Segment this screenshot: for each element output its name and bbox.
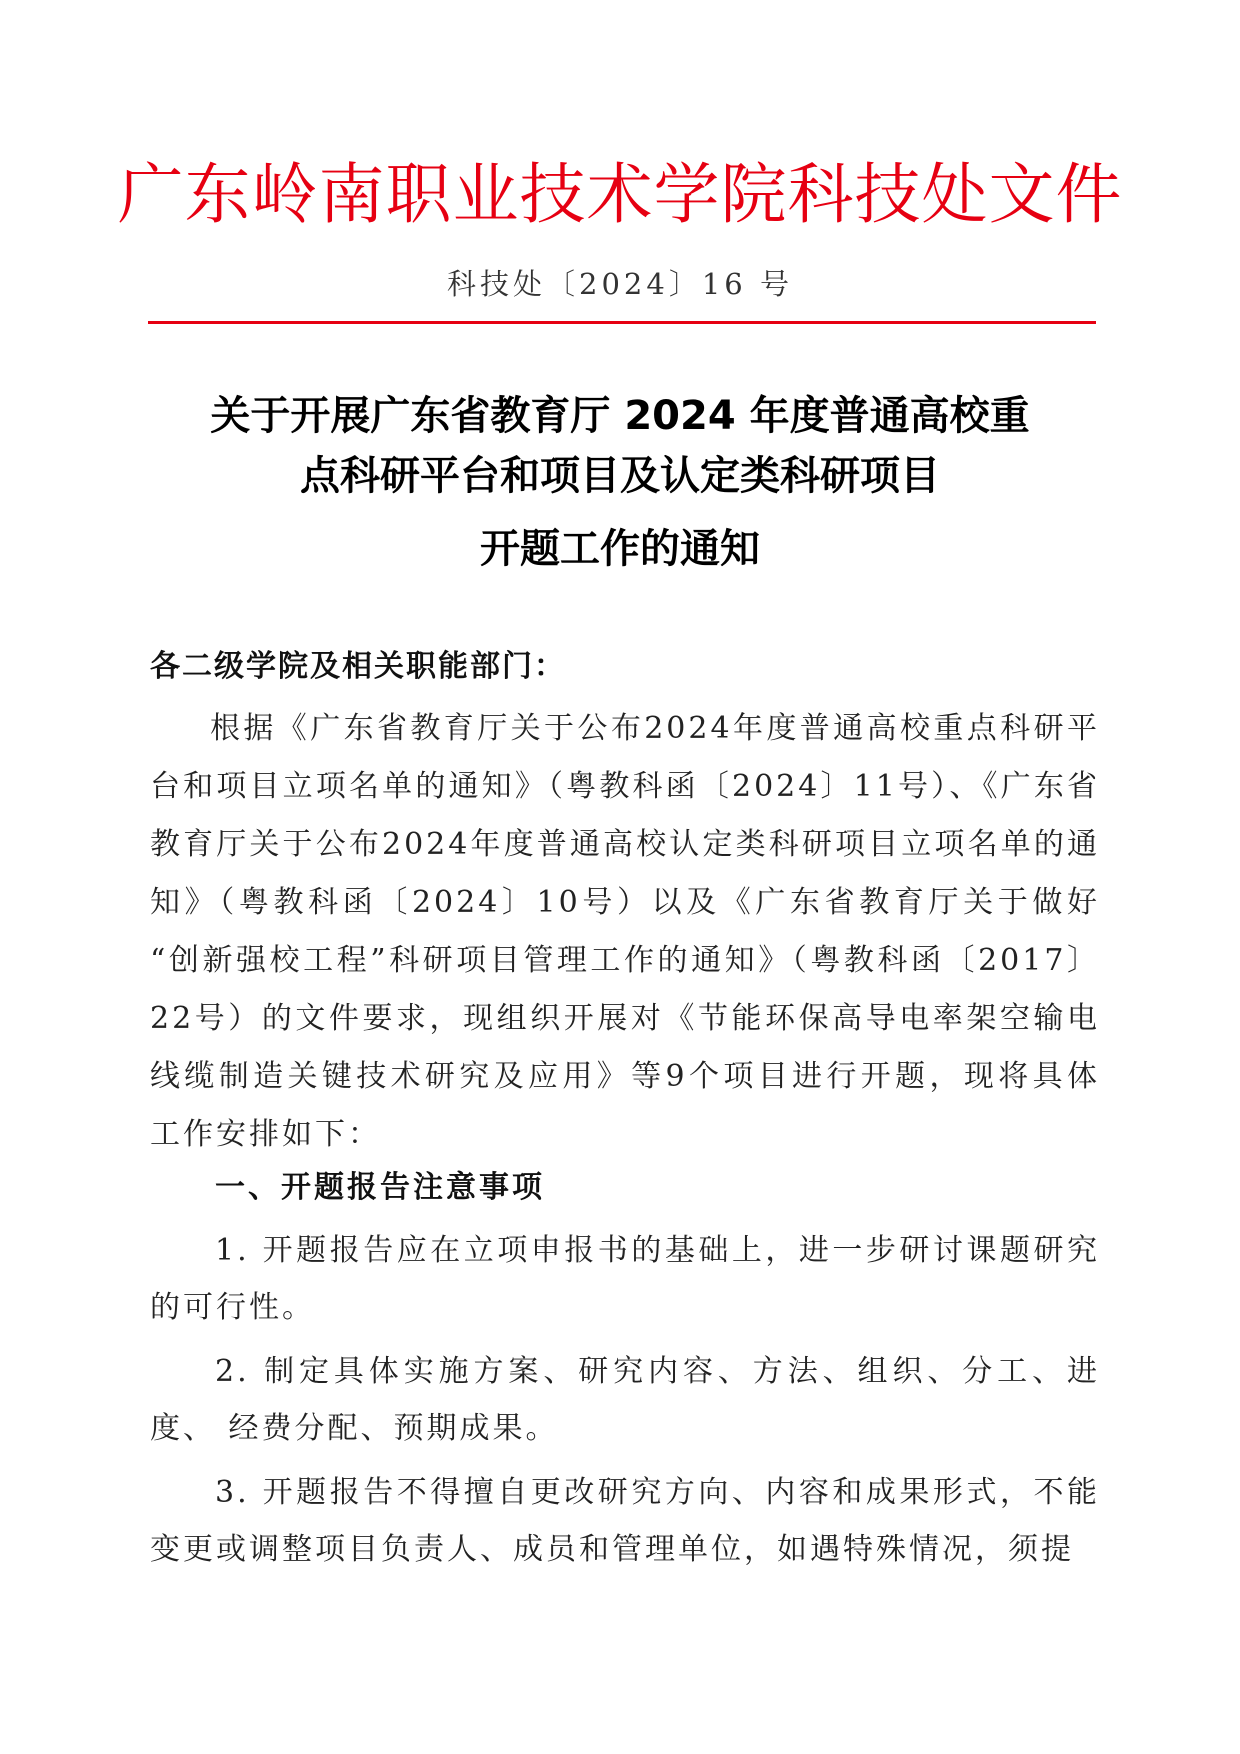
notice-title-line-2: 点科研平台和项目及认定类科研项目 [300, 453, 940, 499]
red-divider-line [148, 321, 1096, 324]
section-heading-1: 一、开题报告注意事项 [215, 1170, 545, 1205]
section-1-item-3: 3. 开题报告不得擅自更改研究方向、内容和成果形式，不能 变更或调整项目负责人、成员和管理单位，如遇特殊情况，须提 [150, 1475, 1100, 1567]
notice-title-line-3: 开题工作的通知 [480, 526, 760, 572]
issuer-header-title: 广东岭南职业技术学院科技处文件 [117, 156, 1123, 233]
addressee: 各二级学院及相关职能部门： [150, 649, 566, 684]
notice-title [0, 386, 1240, 579]
body-paragraph: 根据《广东省教育厅关于公布2024年度普通高校重点科研平台和项目立项名单的通知》（粤教科函〔2024〕11号）、《广东省教育厅关于公布2024年度普通高校认定类科研项目立项名单的通知》（粤教科函〔2024〕10号）以及《广东省教育厅关于做好 “创新强校工程”科研项目管理工作的通知》（粤教科函〔2017〕 22号）的文件要求，现组织开展对《节能环保高导电率架空输电 线缆制造关键技术研究及应用》等9个项目进行开题，现将具体 工作安排如下： [150, 711, 1100, 1152]
document-number: 科技处〔2024〕16 号 [447, 267, 793, 301]
notice-title-line-1: 关于开展广东省教育厅 2024 年度普通高校重 [210, 393, 1030, 439]
section-1-item-1: 1. 开题报告应在立项申报书的基础上，进一步研讨课题研究 的可行性。 [150, 1233, 1100, 1325]
section-1-item-2: 2. 制定具体实施方案、研究内容、方法、组织、分工、进度、 经费分配、预期成果。 [150, 1354, 1100, 1446]
